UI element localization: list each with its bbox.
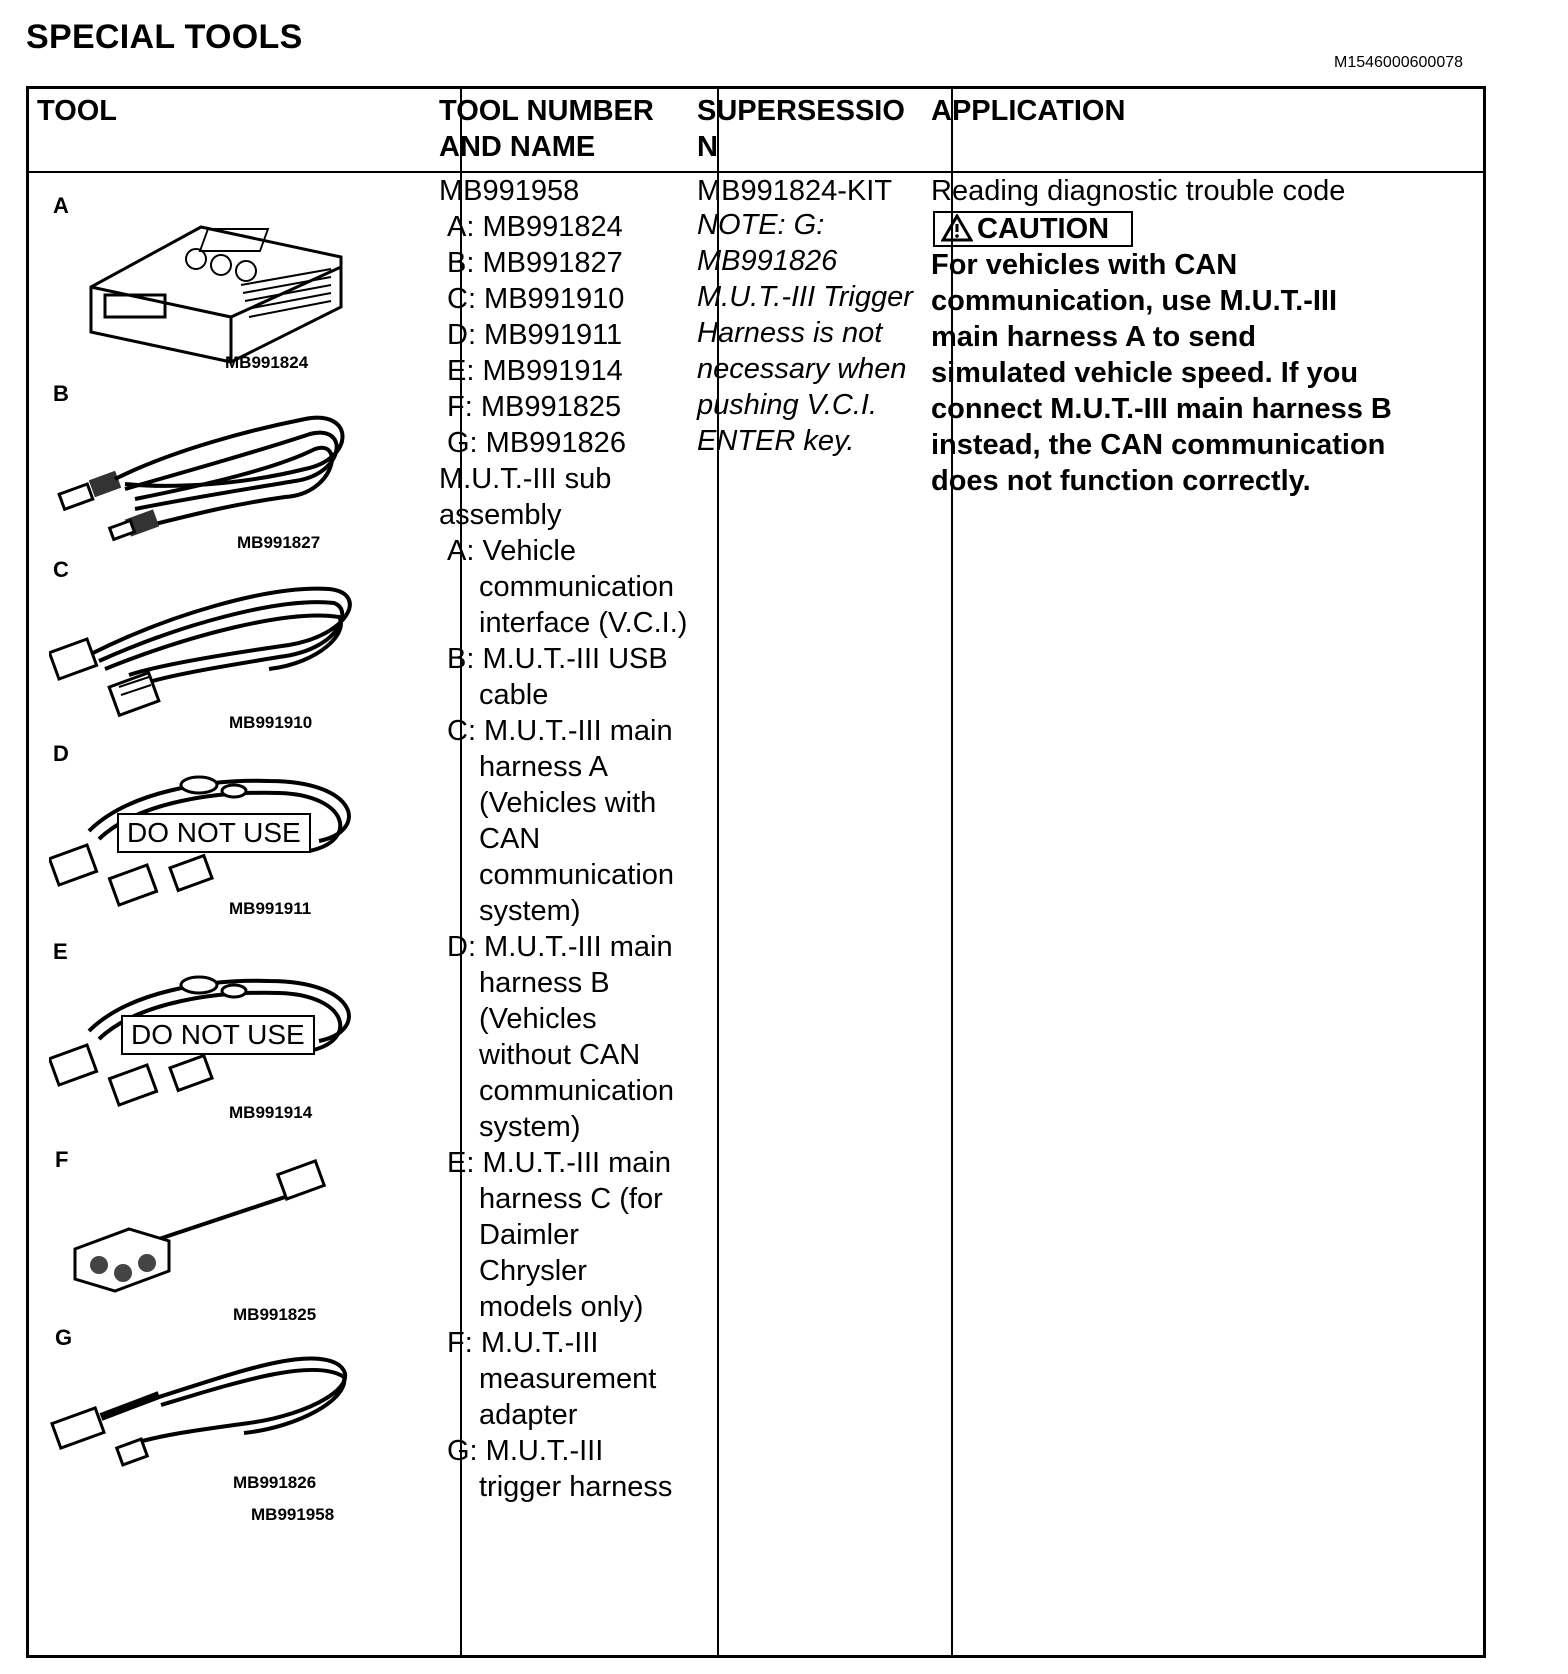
caution-line: communication, use M.U.T.-III bbox=[931, 285, 1338, 317]
tool-number-line: without CAN bbox=[479, 1039, 641, 1071]
tool-number-line: E: MB991914 bbox=[447, 355, 623, 387]
tool-number-line: adapter bbox=[479, 1399, 578, 1431]
tool-number-line: Chrysler bbox=[479, 1255, 587, 1287]
kit-part-number: MB991958 bbox=[251, 1505, 335, 1524]
note-line: MB991826 bbox=[697, 245, 838, 277]
tool-number-line: models only) bbox=[479, 1291, 644, 1323]
tool-letter: B bbox=[53, 381, 69, 406]
tool-letter: C bbox=[53, 557, 69, 582]
tool-part-number: MB991910 bbox=[229, 713, 313, 732]
do-not-use-label: DO NOT USE bbox=[117, 813, 311, 853]
application-cell bbox=[931, 173, 1392, 499]
tool-number-line: (Vehicles with bbox=[479, 787, 657, 819]
note-line: NOTE: G: bbox=[697, 209, 825, 241]
tool-number-line: system) bbox=[479, 1111, 581, 1143]
caution-line: connect M.U.T.-III main harness B bbox=[931, 393, 1392, 425]
header-supersession bbox=[697, 93, 905, 165]
tool-part-number: MB991914 bbox=[229, 1103, 313, 1122]
tool-number-line: cable bbox=[479, 679, 549, 711]
tool-letter: D bbox=[53, 741, 69, 766]
tool-number-line: communication bbox=[479, 859, 675, 891]
tool-number-line: A: Vehicle bbox=[447, 535, 576, 567]
supersession-cell bbox=[697, 173, 913, 459]
caution-line: instead, the CAN communication bbox=[931, 429, 1386, 461]
note-line: Harness is not bbox=[697, 317, 883, 349]
tool-letter: F bbox=[55, 1147, 69, 1172]
tool-number-line: D: M.U.T.-III main bbox=[447, 931, 673, 963]
caution-line: does not function correctly. bbox=[931, 465, 1311, 497]
tool-number-line: harness B bbox=[479, 967, 610, 999]
caution-label: CAUTION bbox=[977, 213, 1110, 245]
header-application: APPLICATION bbox=[931, 95, 1126, 127]
tool-part-number: MB991825 bbox=[233, 1305, 317, 1324]
application-text: Reading diagnostic trouble code bbox=[931, 175, 1346, 207]
do-not-use-label: DO NOT USE bbox=[121, 1015, 315, 1055]
tool-number-line: CAN bbox=[479, 823, 541, 855]
tool-number-line: E: M.U.T.-III main bbox=[447, 1147, 671, 1179]
tool-number-line: F: M.U.T.-III bbox=[447, 1327, 599, 1359]
tool-number-line: C: M.U.T.-III main bbox=[447, 715, 673, 747]
note-line: necessary when bbox=[697, 353, 907, 385]
tool-number-line: Daimler bbox=[479, 1219, 579, 1251]
note-line: ENTER key. bbox=[697, 425, 855, 457]
header-supersession-line: N bbox=[697, 131, 718, 163]
page-title: SPECIAL TOOLS bbox=[26, 18, 303, 56]
header-supersession-line: SUPERSESSIO bbox=[697, 95, 905, 127]
usb-cable-icon bbox=[55, 389, 355, 549]
document-id: M1546000600078 bbox=[1334, 54, 1464, 71]
tool-number-line: harness C (for bbox=[479, 1183, 663, 1215]
tool-number-cell bbox=[439, 173, 687, 1505]
vci-unit-icon bbox=[81, 207, 351, 367]
header-tool-number-line: AND NAME bbox=[439, 131, 596, 163]
tool-part-number: MB991827 bbox=[237, 533, 321, 552]
caution-line: For vehicles with CAN bbox=[931, 249, 1238, 281]
tool-number-line: assembly bbox=[439, 499, 562, 531]
tool-number-line: G: M.U.T.-III bbox=[447, 1435, 604, 1467]
tool-number-line: system) bbox=[479, 895, 581, 927]
tool-number-line: (Vehicles bbox=[479, 1003, 597, 1035]
tool-part-number: MB991826 bbox=[233, 1473, 317, 1492]
tool-letter: A bbox=[53, 193, 69, 218]
caution-line: simulated vehicle speed. If you bbox=[931, 357, 1359, 389]
supersession-note bbox=[697, 207, 913, 459]
header-tool: TOOL bbox=[37, 95, 118, 127]
supersession-value: MB991824-KIT bbox=[697, 175, 893, 207]
tool-number-line: B: M.U.T.-III USB bbox=[447, 643, 668, 675]
tool-number-line: interface (V.C.I.) bbox=[479, 607, 688, 639]
tool-number-line: C: MB991910 bbox=[447, 283, 625, 315]
caution-text bbox=[931, 247, 1392, 499]
tool-number-line: B: MB991827 bbox=[447, 247, 623, 279]
header-tool-number-line: TOOL NUMBER bbox=[439, 95, 654, 127]
tool-part-number: MB991911 bbox=[229, 899, 312, 918]
caution-box bbox=[933, 211, 1133, 247]
tool-letter: G bbox=[55, 1325, 73, 1350]
header-tool-number bbox=[439, 93, 654, 165]
tool-number-line: measurement bbox=[479, 1363, 657, 1395]
tool-number-line: communication bbox=[479, 1075, 675, 1107]
tool-number-line: MB991958 bbox=[439, 175, 580, 207]
caution-line: main harness A to send bbox=[931, 321, 1256, 353]
trigger-harness-icon bbox=[49, 1335, 359, 1485]
tool-number-line: A: MB991824 bbox=[447, 211, 623, 243]
tool-number-line: F: MB991825 bbox=[447, 391, 622, 423]
tool-number-line: G: MB991826 bbox=[447, 427, 626, 459]
warning-triangle-icon bbox=[941, 214, 973, 242]
note-line: pushing V.C.I. bbox=[697, 389, 878, 421]
tool-letter: E bbox=[53, 939, 68, 964]
tool-number-line: D: MB991911 bbox=[447, 319, 623, 351]
tool-number-line: M.U.T.-III sub bbox=[439, 463, 612, 495]
tool-number-line: trigger harness bbox=[479, 1471, 673, 1503]
note-line: M.U.T.-III Trigger bbox=[697, 281, 913, 313]
tool-number-line: communication bbox=[479, 571, 675, 603]
main-harness-a-icon bbox=[49, 575, 359, 725]
tool-number-line: harness A bbox=[479, 751, 608, 783]
tool-part-number: MB991824 bbox=[225, 353, 309, 372]
special-tools-table bbox=[26, 86, 1486, 1658]
measurement-adapter-icon bbox=[69, 1159, 329, 1309]
